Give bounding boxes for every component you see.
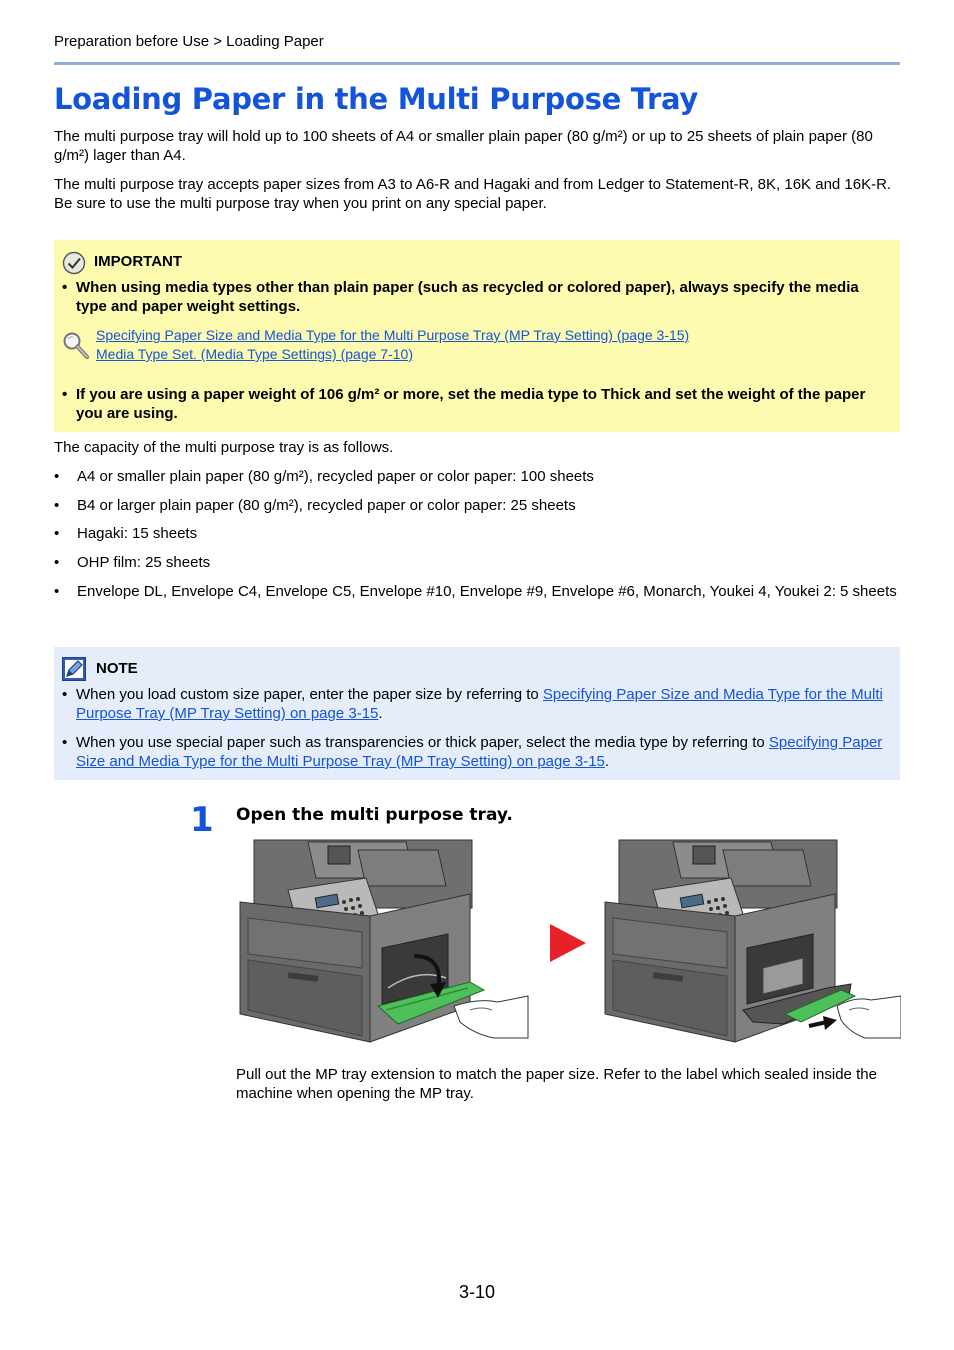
intro-paragraph: The multi purpose tray will hold up to 100 sheets of A4 or smaller plain paper (80 g/m²) or up to 25 sheets of plain paper (80 g/m²) lager than A4. xyxy=(54,128,873,164)
important-bullet-text: When using media types other than plain paper (such as recycled or colored paper), always specify the media type and paper weight settings. xyxy=(76,279,859,315)
bullet-mark: • xyxy=(54,497,60,514)
page-title: Loading Paper in the Multi Purpose Tray xyxy=(54,82,699,116)
bullet-mark: • xyxy=(54,554,60,571)
magnifier-reference-icon xyxy=(60,330,92,362)
bullet-mark: • xyxy=(54,525,60,542)
page-number: 3-10 xyxy=(458,1282,496,1302)
note-item-text xyxy=(76,733,894,771)
capacity-intro: The capacity of the multi purpose tray is as follows. xyxy=(54,439,394,456)
bullet-mark: • xyxy=(54,583,60,600)
step-number: 1 xyxy=(190,800,214,840)
note-text: When you use special paper such as transparencies or thick paper, select the media type by referring to xyxy=(76,734,769,751)
breadcrumb: Preparation before Use > Loading Paper xyxy=(54,33,324,50)
note-list-item xyxy=(62,733,894,771)
note-link-mp-tray-setting[interactable]: Specifying Paper Size and Media Type for the Multi Purpose Tray (MP Tray Setting) on page 3-15 xyxy=(76,734,883,770)
capacity-list-item xyxy=(54,496,900,515)
bullet-mark: • xyxy=(62,686,68,703)
capacity-item-text: OHP film: 25 sheets xyxy=(77,554,211,571)
capacity-list-item xyxy=(54,582,900,601)
capacity-item-text: Envelope DL, Envelope C4, Envelope C5, Envelope #10, Envelope #9, Envelope #6, Monarch, Youkei 4, Youkei 2: 5 sheets xyxy=(77,583,897,600)
note-text: When you load custom size paper, enter the paper size by referring to xyxy=(76,686,543,703)
important-bullet xyxy=(62,385,882,423)
note-list-item xyxy=(62,685,894,723)
capacity-list-item xyxy=(54,467,900,486)
header-divider xyxy=(54,62,900,65)
note-item-text xyxy=(76,685,894,723)
step-title: Open the multi purpose tray. xyxy=(236,805,513,825)
intro-paragraph: The multi purpose tray accepts paper sizes from A3 to A6-R and Hagaki and from Ledger to Statement-R, 8K, 16K and 16K-R. Be sure to use the multi purpose tray when you print on any special paper. xyxy=(54,176,892,212)
printer-tray-closing-illustration xyxy=(238,838,530,1044)
important-bullet xyxy=(62,278,882,316)
note-text: . xyxy=(378,705,383,722)
capacity-item-text: Hagaki: 15 sheets xyxy=(77,525,198,542)
capacity-list-item xyxy=(54,553,900,572)
capacity-item-text: B4 or larger plain paper (80 g/m²), recycled paper or color paper: 25 sheets xyxy=(77,497,576,514)
note-label: NOTE xyxy=(96,660,138,677)
bullet-mark: • xyxy=(54,468,60,485)
bullet-mark: • xyxy=(62,734,68,751)
note-pencil-icon xyxy=(62,657,86,681)
bullet-mark: • xyxy=(62,279,68,296)
bullet-mark: • xyxy=(62,386,68,403)
important-label: IMPORTANT xyxy=(94,253,183,270)
capacity-item-text: A4 or smaller plain paper (80 g/m²), recycled paper or color paper: 100 sheets xyxy=(77,468,594,485)
note-text: . xyxy=(604,753,610,770)
play-arrow-icon xyxy=(550,924,586,962)
important-bullet-text: If you are using a paper weight of 106 g/m² or more, set the media type to Thick and set the weight of the paper you are using. xyxy=(76,386,866,422)
capacity-list-item xyxy=(54,524,900,543)
reference-link-media-type-settings[interactable]: Media Type Set. (Media Type Settings) (page 7-10) xyxy=(96,346,413,362)
note-link-mp-tray-setting[interactable]: Specifying Paper Size and Media Type for the Multi Purpose Tray (MP Tray Setting) on page 3-15 xyxy=(76,686,883,722)
step-description: Pull out the MP tray extension to match the paper size. Refer to the label which sealed inside the machine when opening the MP tray. xyxy=(236,1066,877,1102)
printer-tray-extended-illustration xyxy=(603,838,901,1044)
checkmark-circle-icon xyxy=(62,251,86,275)
reference-link-mp-tray-setting[interactable]: Specifying Paper Size and Media Type for the Multi Purpose Tray (MP Tray Setting) (page 3-15) xyxy=(96,327,690,343)
